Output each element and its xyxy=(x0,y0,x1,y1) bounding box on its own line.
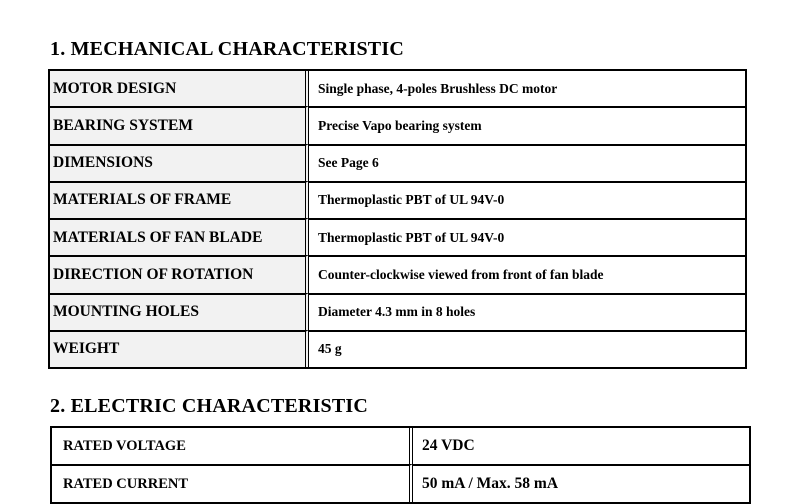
bearing-system-label: BEARING SYSTEM xyxy=(50,106,309,143)
mounting-holes-label: MOUNTING HOLES xyxy=(50,293,309,330)
bearing-system-value: Precise Vapo bearing system xyxy=(309,106,745,143)
table-row xyxy=(52,464,749,502)
table-row xyxy=(50,330,745,367)
table-row xyxy=(52,428,749,464)
table-row xyxy=(50,106,745,143)
rated-voltage-value: 24 VDC xyxy=(422,437,475,454)
table-row xyxy=(50,218,745,255)
direction-of-rotation-value: Counter-clockwise viewed from front of fan blade xyxy=(309,255,745,292)
motor-design-value: Single phase, 4-poles Brushless DC motor xyxy=(318,80,558,96)
table-row xyxy=(50,293,745,330)
table-row xyxy=(50,144,745,181)
materials-of-frame-label: MATERIALS OF FRAME xyxy=(50,181,309,218)
dimensions-value: See Page 6 xyxy=(309,144,745,181)
materials-of-fan-blade-value: Thermoplastic PBT of UL 94V-0 xyxy=(309,218,745,255)
weight-label: WEIGHT xyxy=(50,330,309,367)
materials-of-frame-value: Thermoplastic PBT of UL 94V-0 xyxy=(309,181,745,218)
table-row xyxy=(50,255,745,292)
mechanical-characteristics-table xyxy=(48,69,747,369)
table-row xyxy=(50,181,745,218)
direction-of-rotation-label: DIRECTION OF ROTATION xyxy=(50,255,309,292)
weight-value: 45 g xyxy=(309,330,745,367)
mechanical-section-title: 1. MECHANICAL CHARACTERISTIC xyxy=(50,38,404,60)
electric-section-title: 2. ELECTRIC CHARACTERISTIC xyxy=(50,395,369,417)
rated-current-label: RATED CURRENT xyxy=(52,464,413,502)
mounting-holes-value: Diameter 4.3 mm in 8 holes xyxy=(309,293,745,330)
electric-characteristics-table xyxy=(50,426,751,504)
materials-of-fan-blade-label: MATERIALS OF FAN BLADE xyxy=(50,218,309,255)
rated-current-value: 50 mA / Max. 58 mA xyxy=(413,464,749,502)
dimensions-label: DIMENSIONS xyxy=(50,144,309,181)
rated-voltage-label: RATED VOLTAGE xyxy=(52,428,413,464)
motor-design-label: MOTOR DESIGN xyxy=(50,71,309,106)
table-row xyxy=(50,71,745,106)
